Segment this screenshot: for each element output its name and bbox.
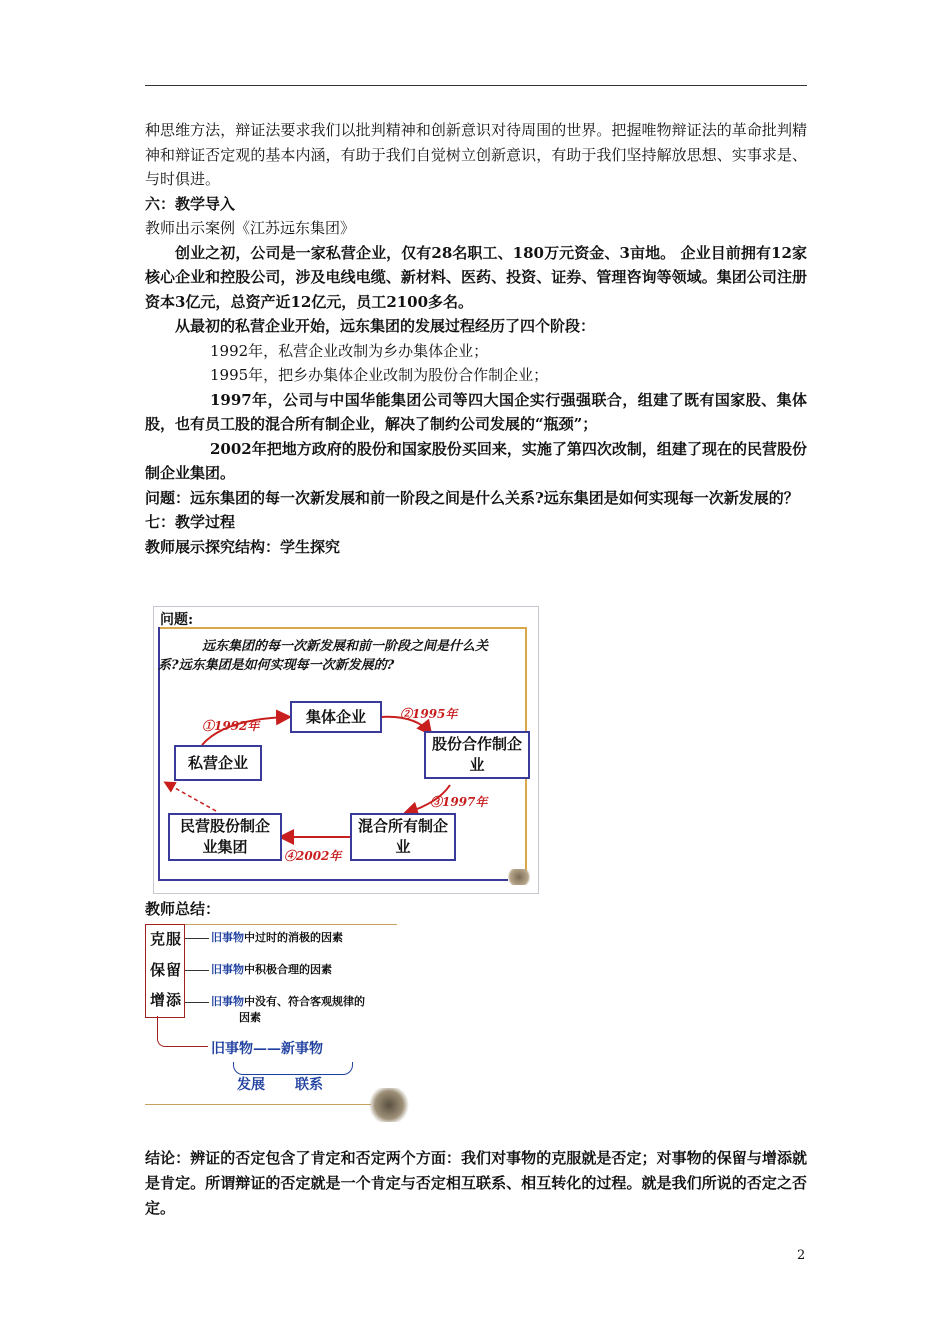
year-1997: ③1997年 [430,795,488,809]
paragraph-intro: 种思维方法，辩证法要求我们以批判精神和创新意识对待周围的世界。把握唯物辩证法的革命批判精神和辩证否定观的基本内涵，有助于我们自觉树立创新意识，有助于我们坚持解放思想、实事求是、与时俱进。 [145,121,807,188]
terms-box [145,924,185,1018]
year-1992: ①1992年 [202,719,260,733]
desc-text: 中过时的消极的因素 [244,931,343,944]
desc-prefix: 旧事物 [211,963,244,976]
diagram-question-label: 问题: [160,612,194,628]
desc-retain [211,962,332,978]
desc-prefix: 旧事物 [211,931,244,944]
arrow-cycle [166,783,216,811]
flow-dash: —— [253,1041,281,1057]
summary-diagram [145,924,415,1124]
diagram-question-text: 远东集团的每一次新发展和前一阶段之间是什么关系?远东集团是如何实现每一次新发展的? [158,639,489,673]
stage-1992: 1992年，私营企业改制为乡办集体企业； [210,341,489,360]
desc-overcome [211,930,343,946]
stage-1997: 1997年，公司与中国华能集团公司等四大国企实行强强联合，组建了既有国家股、集体股，也有员工股的混合所有制企业，解决了制约公司发展的“瓶颈”； [145,390,807,433]
summary-bracket [157,1016,208,1047]
summary-label: 教师总结： [145,900,221,918]
box-joint-stock-enterprise: 股份合作制企业 [424,731,530,779]
flow-new: 新事物 [281,1041,323,1057]
term-add: 增添 [150,991,183,1009]
term-overcome: 克服 [150,930,183,948]
heading-six: 六：教学导入 [145,194,236,213]
box-mixed-ownership-enterprise: 混合所有制企业 [350,813,456,861]
summary-bottom-rule [145,1104,371,1105]
branch-line [185,938,209,939]
box-private-stock-group: 民营股份制企业集团 [168,813,282,861]
box-collective-enterprise: 集体企业 [290,701,382,733]
branch-line [185,970,209,971]
box-private-enterprise: 私营企业 [174,745,262,781]
desc-prefix: 旧事物 [211,995,244,1008]
case-intro: 教师出示案例《江苏远东集团》 [145,219,356,237]
label-connection: 联系 [295,1077,323,1093]
development-diagram [153,606,539,894]
year-2002: ④2002年 [284,849,342,863]
flow-old: 旧事物 [211,1041,253,1057]
header-rule [145,85,807,86]
conclusion-paragraph: 结论：辨证的否定包含了肯定和否定两个方面：我们对事物的克服就是否定；对事物的保留与增添就是肯定。所谓辩证的否定就是一个肯定与否定相互联系、相互转化的过程。就是我们所说的否定之否定。 [145,1149,807,1217]
question-text: 问题：远东集团的每一次新发展和前一阶段之间是什么关系?远东集团是如何实现每一次新发展的？ [145,488,799,507]
label-development: 发展 [237,1077,265,1093]
paragraph-company: 创业之初，公司是一家私营企业，仅有28名职工、180万元资金、3亩地。 企业目前拥有12家核心企业和控股公司，涉及电线电缆、新材料、医药、投资、证券、管理咨询等领域。集团公司注册资本3亿元，总资产近12亿元，员工2100多名。 [145,243,807,311]
decorative-stamp [367,1088,411,1122]
branch-line [185,1002,209,1003]
year-1995: ②1995年 [400,707,458,721]
term-retain: 保留 [150,961,183,979]
desc-add [211,994,365,1026]
old-to-new-flow [211,1038,323,1058]
desc-text-continued: 因素 [239,1011,261,1024]
page-number: 2 [797,1248,806,1263]
page-body [145,118,807,559]
stage-2002: 2002年把地方政府的股份和国家股份买回来，实施了第四次改制，组建了现在的民营股份制企业集团。 [145,439,807,482]
explore-label: 教师展示探究结构：学生探究 [145,537,341,556]
heading-seven: 七：教学过程 [145,513,236,531]
paragraph-stages: 从最初的私营企业开始，远东集团的发展过程经历了四个阶段： [175,317,596,335]
stage-1995: 1995年，把乡办集体企业改制为股份合作制企业； [210,366,549,384]
decorative-stamp [506,869,532,885]
desc-text: 中没有、符合客观规律的 [244,995,365,1008]
desc-text: 中积极合理的因素 [244,963,332,976]
